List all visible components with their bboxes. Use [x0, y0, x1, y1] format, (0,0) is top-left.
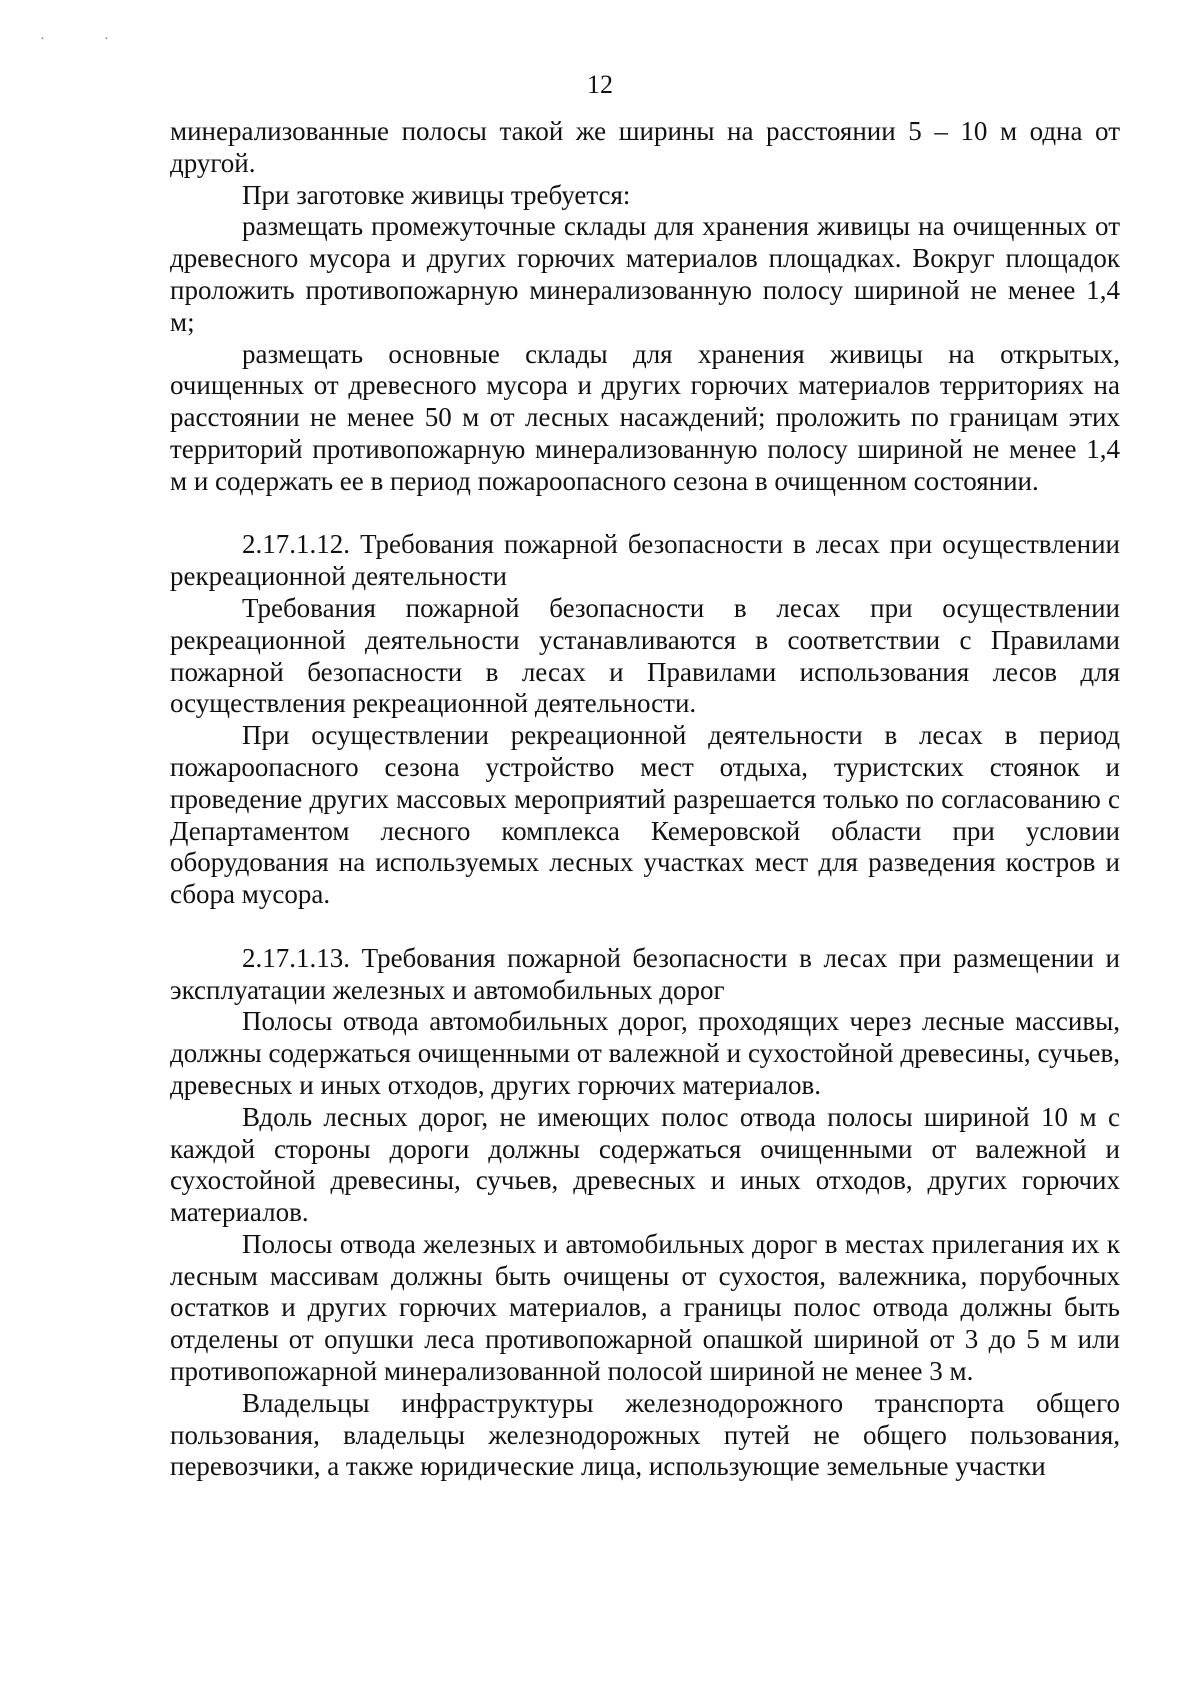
scan-marks: · ·	[40, 32, 137, 47]
page-number: 12	[587, 70, 613, 99]
paragraph-continuation: минерализованные полосы такой же ширины на расстоянии 5 – 10 м одна от другой.	[170, 116, 1120, 178]
section-heading-2-17-1-13: 2.17.1.13. Требования пожарной безопасности в лесах при размещении и эксплуатации железных и автомобильных дорог	[170, 942, 1120, 1005]
document-body	[170, 116, 1120, 1483]
paragraph-intermediate-warehouses: размещать промежуточные склады для хранения живицы на очищенных от древесного мусора и других горючих материалов площадках. Вокруг площадок проложить противопожарную минерализованную полосу шириной не менее 1,4 м;	[170, 211, 1120, 337]
paragraph-forest-roads: Вдоль лесных дорог, не имеющих полос отвода полосы шириной 10 м с каждой стороны дороги должны содержаться очищенными от валежной и сухостойной древесины, сучьев, древесных и иных отходов, других горючих материалов.	[170, 1101, 1120, 1228]
paragraph-recreation-rules: Требования пожарной безопасности в лесах при осуществлении рекреационной деятельности устанавливаются в соответствии с Правилами пожарной безопасности в лесах и Правилами использования лесов для осуществления рекреационной деятельности.	[170, 592, 1120, 719]
paragraph-railway-road-strips: Полосы отвода железных и автомобильных дорог в местах прилегания их к лесным массивам должны быть очищены от сухостоя, валежника, порубочных остатков и других горючих материалов, а границы полос отвода должны быть отделены от опушки леса противопожарной опашкой шириной от 3 до 5 м или противопожарной минерализованной полосой шириной не менее 3 м.	[170, 1228, 1120, 1387]
paragraph-railway-owners: Владельцы инфраструктуры железнодорожного транспорта общего пользования, владельцы железнодорожных путей не общего пользования, перевозчики, а также юридические лица, использующие земельные участки	[170, 1387, 1120, 1482]
paragraph-main-warehouses: размещать основные склады для хранения живицы на открытых, очищенных от древесного мусора и других горючих материалов территориях на расстоянии не менее 50 м от лесных насаждений; проложить по границам этих территорий противопожарную минерализованную полосу шириной не менее 1,4 м и содержать ее в период пожароопасного сезона в очищенном состоянии.	[170, 338, 1120, 496]
section-heading-2-17-1-12: 2.17.1.12. Требования пожарной безопасности в лесах при осуществлении рекреационной деятельности	[170, 529, 1120, 592]
paragraph-recreation-season: При осуществлении рекреационной деятельности в лесах в период пожароопасного сезона устройство мест отдыха, туристских стоянок и проведение других массовых мероприятий разрешается только по согласованию с Департаментом лесного комплекса Кемеровской области при условии оборудования на используемых лесных участках мест для разведения костров и сбора мусора.	[170, 720, 1120, 910]
paragraph-resin-intro: При заготовке живицы требуется:	[242, 179, 631, 210]
paragraph-road-strips: Полосы отвода автомобильных дорог, проходящих через лесные массивы, должны содержаться очищенными от валежной и сухостойной древесины, сучьев, древесных и иных отходов, других горючих материалов.	[170, 1006, 1120, 1100]
